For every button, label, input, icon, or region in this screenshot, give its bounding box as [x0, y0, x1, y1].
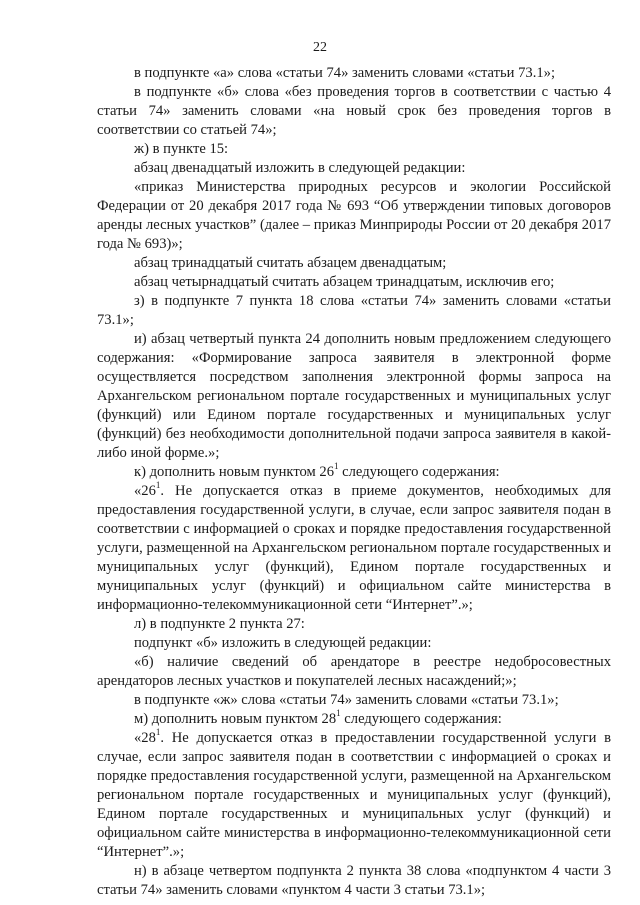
superscript: 1 [155, 480, 161, 491]
paragraph [97, 273, 611, 292]
superscript: 1 [336, 708, 341, 719]
paragraph-text: «приказ Министерства природных ресурсов и экологии Российской Федерации от 20 декабря 2017 года № 693 “Об утверждении типовых договоров аренды лесных участков” (далее – приказ Минприроды России от 20 декабря 2017 года № 693)»; [97, 179, 611, 252]
paragraph-text: м) дополнить новым пунктом 28 [134, 711, 337, 727]
paragraph [97, 482, 611, 615]
paragraph [97, 159, 611, 178]
paragraph-text: л) в подпункте 2 пункта 27: [134, 616, 305, 632]
paragraph-text: и) абзац четвертый пункта 24 дополнить новым предложением следующего содержания: «Формирование запроса заявителя в электронной форме осуществляется посредством заполнения электронной формы запроса на Архангельском региональном портале государственных и муниципальных услуг (функций) или Едином портале государственных и муниципальных услуг (функций) без необходимости дополнительной подачи запроса заявителя в какой-либо иной форме.»; [97, 331, 611, 461]
paragraph-text: ж) в пункте 15: [134, 141, 229, 157]
page-number: 22 [313, 40, 327, 55]
paragraph-text: з) в подпункте 7 пункта 18 слова «статьи 74» заменить словами «статьи 73.1»; [97, 293, 611, 328]
paragraph-text: абзац тринадцатый считать абзацем двенадцатым; [134, 255, 447, 271]
paragraph-text-tail: следующего содержания: [338, 464, 500, 480]
paragraph-text-tail: следующего содержания: [340, 711, 502, 727]
paragraph-text: н) в абзаце четвертом подпункта 2 пункта 38 слова «подпунктом 4 части 3 статьи 74» заменить словами «пунктом 4 части 3 статьи 73.1»; [97, 863, 611, 898]
paragraph-text: абзац четырнадцатый считать абзацем тринадцатым, исключив его; [134, 274, 555, 290]
paragraph-text: абзац двенадцатый изложить в следующей редакции: [134, 160, 466, 176]
paragraph [97, 140, 611, 159]
paragraph-text: подпункт «б» изложить в следующей редакции: [134, 635, 432, 651]
paragraph-text: в подпункте «а» слова «статьи 74» заменить словами «статьи 73.1»; [134, 65, 556, 81]
superscript: 1 [334, 461, 339, 472]
paragraph [97, 178, 611, 254]
paragraph-text: «28 [134, 730, 156, 746]
paragraph-text: «б) наличие сведений об арендаторе в реестре недобросовестных арендаторов лесных участков и покупателей лесных насаждений;»; [97, 654, 611, 689]
document-body [97, 64, 611, 900]
paragraph [97, 254, 611, 273]
paragraph-text-tail: . Не допускается отказ в приеме документов, необходимых для предоставления государственной услуги, в случае, если запрос заявителя подан в соответствии с информацией о сроках и порядке предоставления государственной услуги, размещенной на Архангельском региональном портале государственных и муниципальных услуг (функций), Едином портале государственных и муниципальных услуг (функций) и официальном сайте министерства в информационно-телекоммуникационной сети “Интернет”.»; [97, 483, 611, 613]
paragraph [97, 330, 611, 463]
paragraph-text: «26 [134, 483, 156, 499]
paragraph [97, 615, 611, 634]
paragraph-text: в подпункте «ж» слова «статьи 74» заменить словами «статьи 73.1»; [134, 692, 559, 708]
paragraph-text: к) дополнить новым пунктом 26 [134, 464, 335, 480]
paragraph [97, 634, 611, 653]
paragraph [97, 64, 611, 83]
paragraph [97, 463, 611, 482]
superscript: 1 [155, 727, 161, 738]
paragraph-text-tail: . Не допускается отказ в предоставлении государственной услуги в случае, если запрос заявителя подан в соответствии с информацией о сроках и порядке предоставления государственной услуги, размещенной на Архангельском региональном портале государственных и муниципальных услуг (функций), Едином портале государственных и муниципальных услуг (функций) и официальном сайте министерства в информационно-телекоммуникационной сети “Интернет”.»; [97, 730, 611, 860]
paragraph [97, 292, 611, 330]
paragraph-text: в подпункте «б» слова «без проведения торгов в соответствии с частью 4 статьи 74» заменить словами «на новый срок без проведения торгов в соответствии со статьей 74»; [97, 84, 611, 138]
paragraph [97, 862, 611, 900]
paragraph [97, 729, 611, 862]
paragraph [97, 710, 611, 729]
paragraph [97, 83, 611, 140]
paragraph [97, 653, 611, 691]
paragraph [97, 691, 611, 710]
